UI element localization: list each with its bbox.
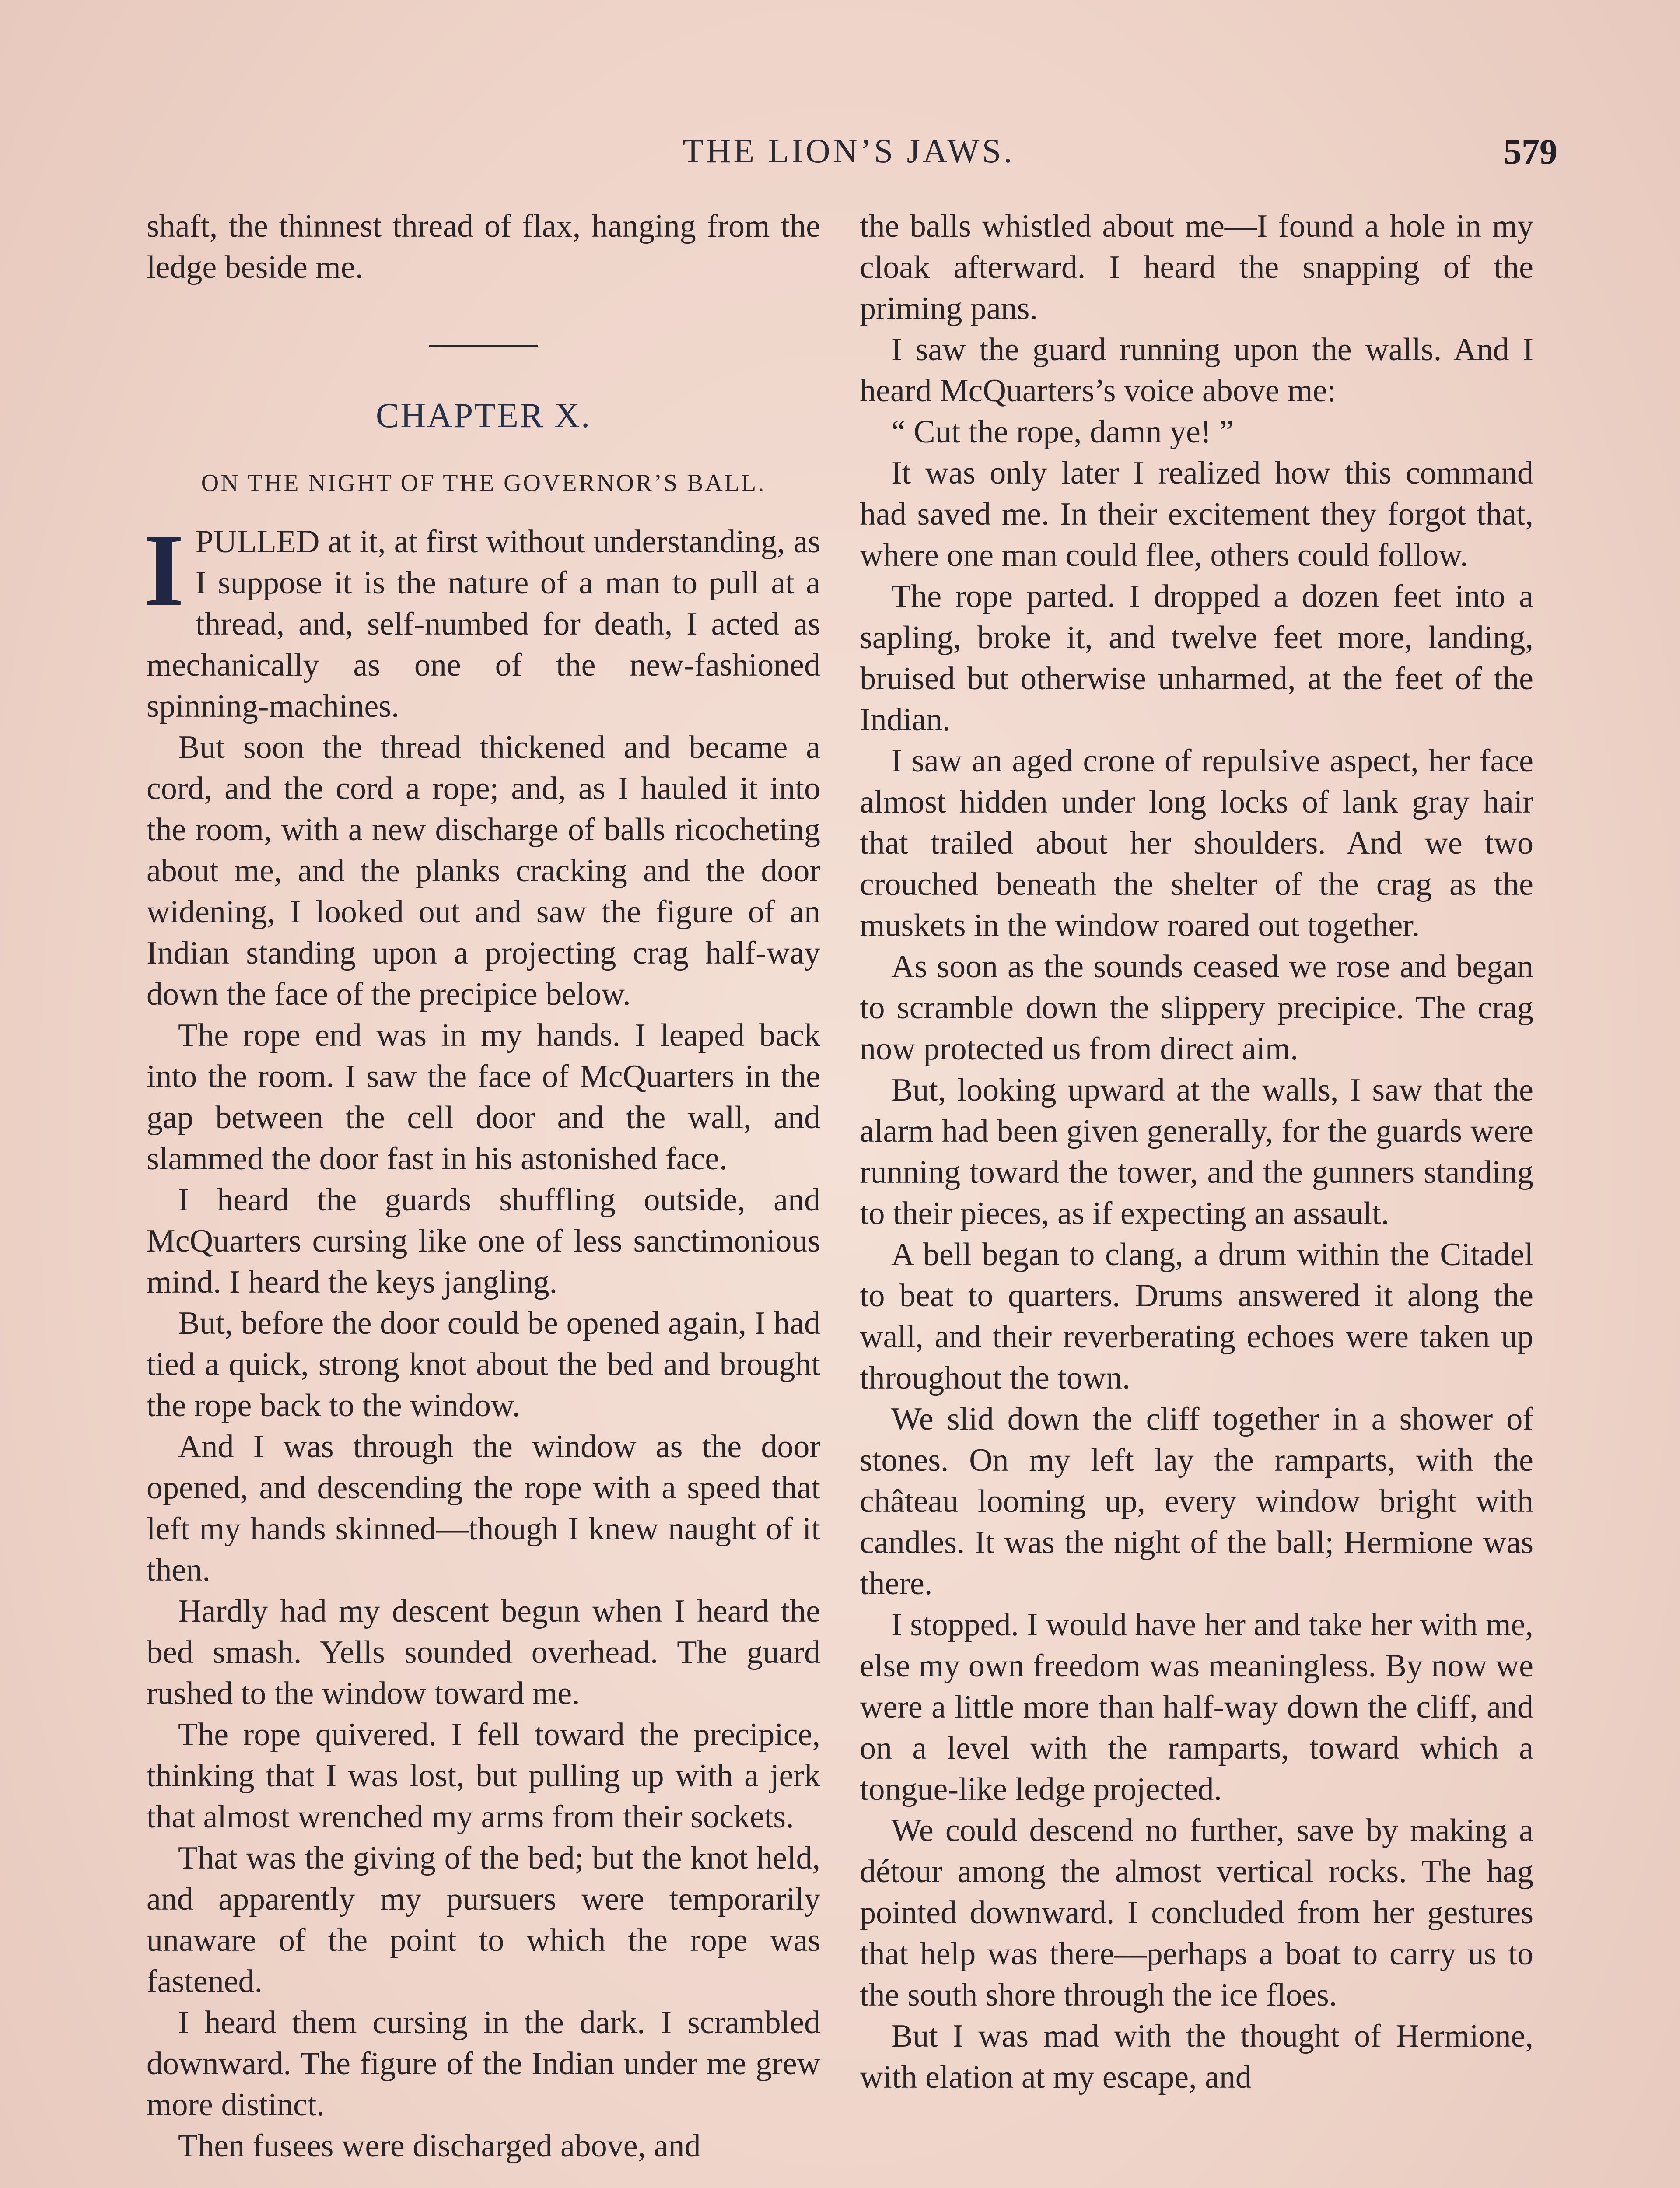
- running-title: THE LION’S JAWS.: [682, 132, 1015, 170]
- paragraph: The rope end was in my hands. I leaped back into the room. I saw the face of McQuarters in the gap between the cell door and the wall, and slammed the door fast in his astonished face.: [147, 1017, 820, 1177]
- paragraph: I saw the guard running upon the walls. And I heard McQuarters’s voice above me:: [860, 332, 1533, 409]
- paragraph: But soon the thread thickened and became a cord, and the cord a rope; and, as I hauled it into the room, with a new discharge of balls ricocheting about me, and the planks cracking and the door widening, I looked out and saw the figure of an Indian standing upon a projecting crag half-way down the face of the precipice below.: [147, 729, 820, 1012]
- page-header: [140, 131, 1558, 179]
- right-column: [860, 206, 1533, 2098]
- paragraph: We could descend no further, save by making a détour among the almost vertical rocks. The hag pointed downward. I concluded from her gestures that help was there—perhaps a boat to carry us to the south shore through the ice floes.: [860, 1813, 1533, 2013]
- paragraph: And I was through the window as the door opened, and descending the rope with a speed that left my hands skinned—though I knew naught of it then.: [147, 1429, 820, 1588]
- chapter-subtitle: ON THE NIGHT OF THE GOVERNOR’S BALL.: [201, 470, 766, 497]
- paragraph: the balls whistled about me—I found a hole in my cloak afterward. I heard the snapping of the priming pans.: [860, 208, 1533, 326]
- left-column: [144, 206, 820, 2167]
- section-divider: [429, 345, 538, 347]
- paragraph: It was only later I realized how this command had saved me. In their excitement they forgot that, where one man could flee, others could follow.: [860, 455, 1533, 573]
- paragraph: I heard the guards shuffling outside, and McQuarters cursing like one of less sanctimonious mind. I heard the keys jangling.: [147, 1182, 820, 1300]
- paragraph: But, looking upward at the walls, I saw that the alarm had been given generally, for the guards were running toward the tower, and the gunners standing to their pieces, as if expecting an assault.: [860, 1072, 1533, 1231]
- chapter-title: CHAPTER X.: [375, 396, 592, 435]
- paragraph: Then fusees were discharged above, and: [178, 2128, 701, 2164]
- opening-words: PULLED: [195, 524, 320, 560]
- paragraph: The rope quivered. I fell toward the precipice, thinking that I was lost, but pulling up with a jerk that almost wrenched my arms from their sockets.: [147, 1717, 820, 1835]
- paragraph: That was the giving of the bed; but the knot held, and apparently my pursuers were temporarily unaware of the point to which the rope was fastened.: [147, 1840, 820, 1999]
- drop-cap: I: [144, 513, 184, 628]
- paragraph: shaft, the thinnest thread of flax, hanging from the ledge beside me.: [147, 208, 820, 285]
- page-number: 579: [1504, 132, 1558, 172]
- paragraph: The rope parted. I dropped a dozen feet into a sapling, broke it, and twelve feet more, landing, bruised but otherwise unharmed, at the feet of the Indian.: [860, 579, 1533, 738]
- paragraph-text: at it, at first without understanding, as I suppose it is the nature of a man to pull at a thread, and, self-numbed for death, I acted as mechanically as one of the new-fashioned spinning-machines.: [147, 524, 820, 724]
- paragraph: I stopped. I would have her and take her with me, else my own freedom was meaningless. By now we were a little more than half-way down the cliff, and on a level with the ramparts, toward which a tongue-like ledge projected.: [860, 1607, 1533, 1807]
- paragraph: We slid down the cliff together in a shower of stones. On my left lay the ramparts, with the château looming up, every window bright with candles. It was the night of the ball; Hermione was there.: [860, 1401, 1533, 1602]
- paragraph: But, before the door could be opened again, I had tied a quick, strong knot about the bed and brought the rope back to the window.: [147, 1305, 820, 1424]
- paragraph: A bell began to clang, a drum within the Citadel to beat to quarters. Drums answered it along the wall, and their reverberating echoes were taken up throughout the town.: [860, 1237, 1533, 1396]
- paragraph: But I was mad with the thought of Hermione, with elation at my escape, and: [860, 2018, 1533, 2095]
- paragraph: Hardly had my descent begun when I heard the bed smash. Yells sounded overhead. The guard rushed to the window toward me.: [147, 1593, 820, 1711]
- paragraph: I saw an aged crone of repulsive aspect, her face almost hidden under long locks of lank gray hair that trailed about her shoulders. And we two crouched beneath the shelter of the crag as the muskets in the window roared out together.: [860, 743, 1533, 943]
- opening-paragraph: [144, 513, 820, 727]
- dialogue-line: “ Cut the rope, damn ye! ”: [891, 414, 1234, 450]
- paragraph: As soon as the sounds ceased we rose and began to scramble down the slippery precipice. The crag now protected us from direct aim.: [860, 949, 1533, 1067]
- paragraph: I heard them cursing in the dark. I scrambled downward. The figure of the Indian under me grew more distinct.: [147, 2005, 820, 2123]
